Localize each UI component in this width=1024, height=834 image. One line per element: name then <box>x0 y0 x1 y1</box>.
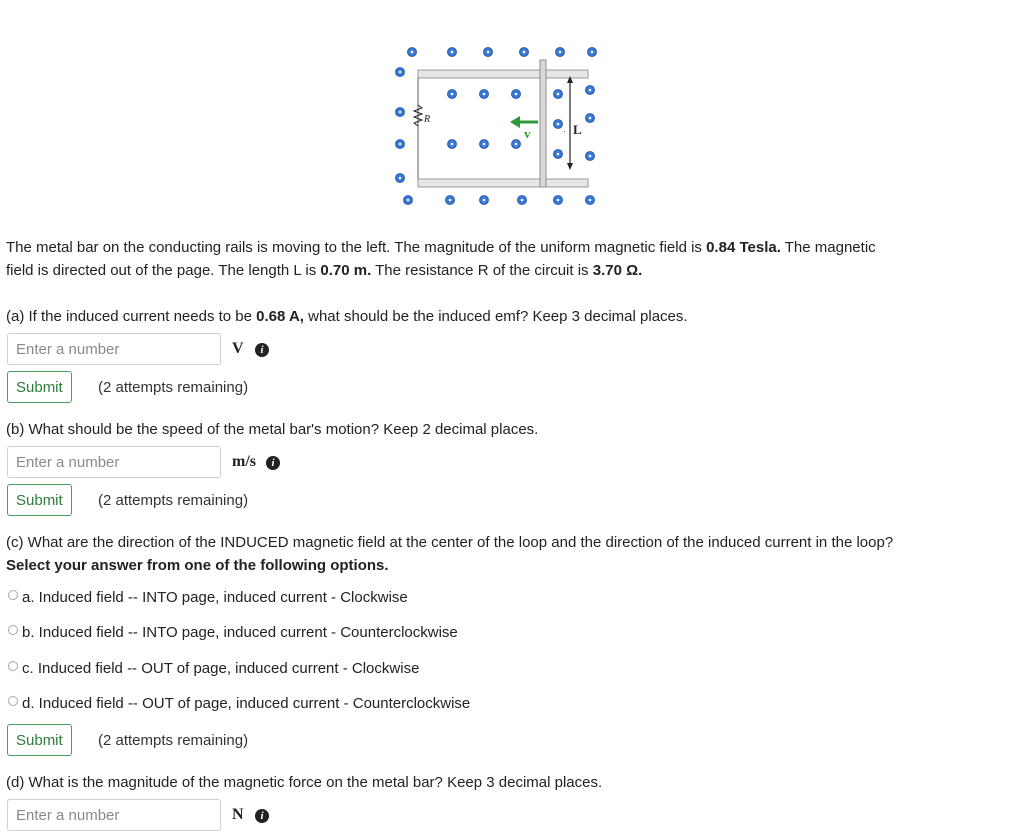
resistor-label: R <box>424 114 431 125</box>
option-b[interactable] <box>8 624 458 641</box>
info-icon[interactable]: i <box>266 456 280 470</box>
question-a-text: what should be the induced emf? Keep 3 decimal places. <box>303 308 688 325</box>
attempts-a: (2 attempts remaining) <box>98 379 249 396</box>
problem-text-line-2 <box>6 259 642 282</box>
resistance-value: 3.70 Ω. <box>592 262 643 279</box>
unit-d: N <box>232 806 244 823</box>
attempts-b: (2 attempts remaining) <box>98 492 249 509</box>
unit-b: m/s <box>232 453 256 470</box>
question-a-text: (a) If the induced current needs to be <box>6 308 257 325</box>
question-a <box>6 305 688 328</box>
instruction-text: Select your answer from one of the following options. <box>6 557 389 574</box>
submit-b-button[interactable]: Submit <box>7 484 72 516</box>
field-value: 0.84 Tesla. <box>706 239 781 256</box>
answer-d-input[interactable] <box>7 799 221 831</box>
length-label: L <box>573 122 582 137</box>
answer-b-input[interactable] <box>7 446 221 478</box>
info-icon[interactable]: i <box>255 343 269 357</box>
submit-c-button[interactable]: Submit <box>7 724 72 756</box>
submit-a-button[interactable]: Submit <box>7 371 72 403</box>
radio-button[interactable] <box>8 661 18 671</box>
option-label: a. Induced field -- INTO page, induced current - Clockwise <box>22 589 408 606</box>
length-arrowhead-bottom <box>567 163 573 170</box>
option-a[interactable] <box>8 589 408 606</box>
bottom-rail <box>418 179 588 187</box>
length-dot: · <box>563 127 566 136</box>
radio-button[interactable] <box>8 625 18 635</box>
question-b: (b) What should be the speed of the metal bar's motion? Keep 2 decimal places. <box>6 421 539 438</box>
current-value: 0.68 A, <box>256 308 304 325</box>
question-c-instruction <box>6 554 389 577</box>
option-c[interactable] <box>8 660 419 677</box>
velocity-label: v <box>524 126 531 141</box>
answer-a-input[interactable] <box>7 333 221 365</box>
circuit-figure <box>360 38 610 218</box>
problem-text: The resistance R of the circuit is <box>371 262 593 279</box>
top-rail <box>418 70 588 78</box>
info-icon[interactable]: i <box>255 809 269 823</box>
option-label: c. Induced field -- OUT of page, induced current - Clockwise <box>22 660 420 677</box>
option-label: b. Induced field -- INTO page, induced current - Counterclockwise <box>22 624 458 641</box>
question-d: (d) What is the magnitude of the magnetic force on the metal bar? Keep 3 decimal places. <box>6 774 603 791</box>
problem-text: field is directed out of the page. The length L is <box>6 262 321 279</box>
metal-bar <box>540 60 546 187</box>
problem-text: The metal bar on the conducting rails is moving to the left. The magnitude of the uniform magnetic field is <box>6 239 707 256</box>
unit-a: V <box>232 340 244 357</box>
question-c: (c) What are the direction of the INDUCED magnetic field at the center of the loop and the direction of the induced current in the loop? <box>6 534 894 551</box>
radio-button[interactable] <box>8 696 18 706</box>
option-label: d. Induced field -- OUT of page, induced current - Counterclockwise <box>22 695 471 712</box>
radio-button[interactable] <box>8 590 18 600</box>
attempts-c: (2 attempts remaining) <box>98 732 249 749</box>
problem-text-line-1 <box>6 236 876 259</box>
length-value: 0.70 m. <box>320 262 372 279</box>
option-d[interactable] <box>8 695 470 712</box>
velocity-arrowhead <box>510 116 520 128</box>
problem-text: The magnetic <box>780 239 876 256</box>
